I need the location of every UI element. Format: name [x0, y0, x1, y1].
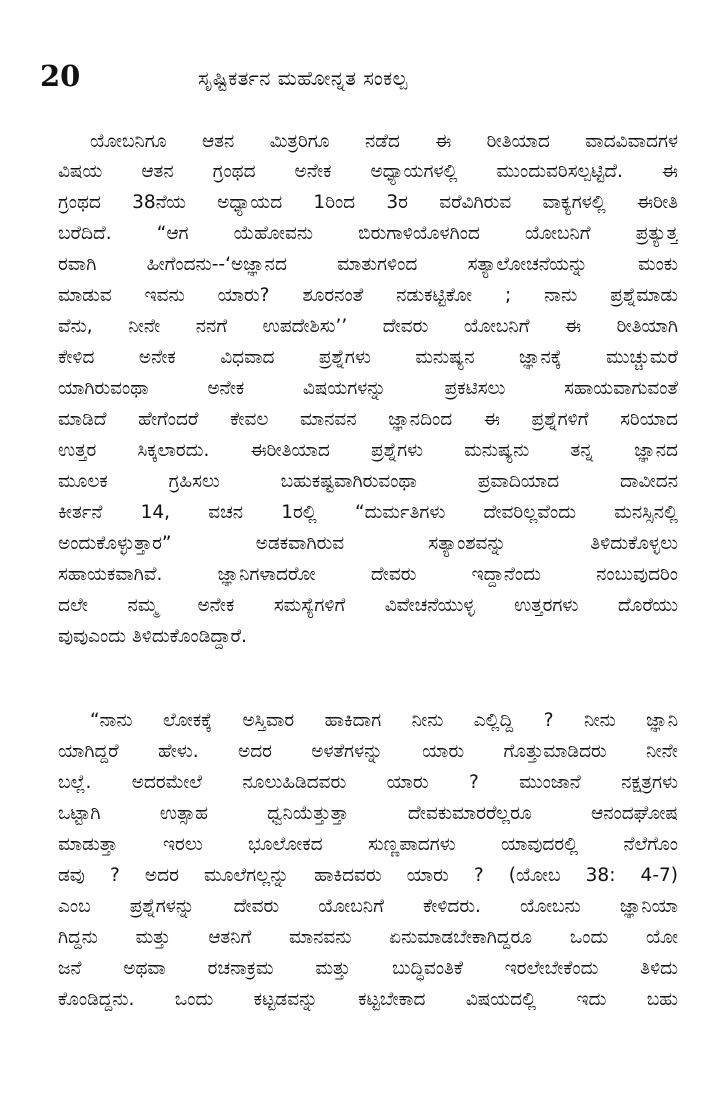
text-line: ಬಲ್ಲೆ. ಅದರಮೇಲೆ ನೂಲುಹಿಡಿದವರು ಯಾರು ? ಮುಂಜಾನೆ ನಕ್ಷತ್ರಗಳು [58, 772, 678, 793]
text-line: ಗ್ರಂಥದ 38ನೆಯ ಅಧ್ಯಾಯದ 1ರಿಂದ 3ರ ವರೆವಿಗಿರುವ ವಾಕ್ಯಗಳಲ್ಲಿ ಈರೀತಿ [58, 192, 678, 213]
text-line: ವೆನು, ನೀನೇ ನನಗೆ ಉಪದೇಶಿಸು’’ ದೇವರು ಯೋಬನಿಗೆ ಈ ರೀತಿಯಾಗಿ [58, 316, 678, 337]
text-line: ಎಂಬ ಪ್ರಶ್ನೆಗಳನ್ನು ದೇವರು ಯೋಬನಿಗೆ ಕೇಳಿದರು. ಯೋಬನು ಜ್ಞಾನಿಯಾ [58, 896, 678, 917]
text-line: ಒಟ್ಟಾಗಿ ಉತ್ಸಾಹ ಧ್ವನಿಯೆತ್ತುತ್ತಾ ದೇವಕುಮಾರರೆಲ್ಲರೂ ಆನಂದಘೋಷ [58, 803, 678, 824]
text-line: ವುವುಎಂದು ತಿಳಿದುಕೊಂಡಿದ್ದಾರೆ. [58, 626, 247, 647]
text-line: ಬರೆದಿದೆ. “ಆಗ ಯೆಹೋವನು ಬಿರುಗಾಳಿಯೊಳಗಿಂದ ಯೋಬನಿಗೆ ಪ್ರತ್ಯುತ್ತ [58, 223, 678, 244]
text-line: ಯೋಬನಿಗೂ ಆತನ ಮಿತ್ರರಿಗೂ ನಡೆದ ಈ ರೀತಿಯಾದ ವಾದವಿವಾದಗಳ [90, 131, 678, 152]
text-line: ಮಾಡಿದೆ ಹೇಗೆಂದರೆ ಕೇವಲ ಮಾನವನ ಜ್ಞಾನದಿಂದ ಈ ಪ್ರಶ್ನೆಗಳಿಗೆ ಸರಿಯಾದ [58, 409, 678, 430]
text-line: ದಲೇ ನಮ್ಮ ಅನೇಕ ಸಮಸ್ಯೆಗಳಿಗೆ ವಿವೇಚನೆಯುಳ್ಳ ಉತ್ತರಗಳು ದೊರೆಯು [58, 595, 678, 616]
page-header [40, 58, 680, 98]
text-line: ಕೇಳಿದ ಅನೇಕ ವಿಧವಾದ ಪ್ರಶ್ನೆಗಳು ಮನುಷ್ಯನ ಜ್ಞಾನಕ್ಕೆ ಮುಚ್ಚುಮರೆ [58, 347, 678, 368]
text-line: ವಿಷಯ ಆತನ ಗ್ರಂಥದ ಅನೇಕ ಅಧ್ಯಾಯಗಳಲ್ಲಿ ಮುಂದುವರಿಸಲ್ಪಟ್ಟಿದೆ. ಈ [58, 161, 678, 182]
text-line: ಯಾಗಿರುವಂಥಾ ಅನೇಕ ವಿಷಯಗಳನ್ನು ಪ್ರಕಟಿಸಲು ಸಹಾಯವಾಗುವಂತೆ [58, 378, 678, 399]
text-line: ಡವು ? ಅದರ ಮೂಲೆಗಲ್ಲನ್ನು ಹಾಕಿದವರು ಯಾರು ? (ಯೋಬ 38: 4-7) [58, 865, 678, 886]
text-line: ರವಾಗಿ ಹೀಗೆಂದನು--‘ಅಜ್ಞಾನದ ಮಾತುಗಳಿಂದ ಸತ್ಯಾಲೋಚನೆಯನ್ನು ಮಂಕು [58, 254, 678, 275]
text-line: ಮಾಡುವ ಇವನು ಯಾರು? ಶೂರನಂತೆ ನಡುಕಟ್ಟಿಕೋ ; ನಾನು ಪ್ರಶ್ನೆಮಾಡು [58, 285, 678, 306]
text-line: ಮೂಲಕ ಗ್ರಹಿಸಲು ಬಹುಕಷ್ಟವಾಗಿರುವಂಥಾ ಪ್ರವಾದಿಯಾದ ದಾವೀದನ [58, 471, 678, 492]
text-line: “ನಾನು ಲೋಕಕ್ಕೆ ಅಸ್ತಿವಾರ ಹಾಕಿದಾಗ ನೀನು ಎಲ್ಲಿದ್ದಿ ? ನೀನು ಜ್ಞಾನಿ [90, 710, 678, 731]
text-line: ಯಾಗಿದ್ದರೆ ಹೇಳು. ಅದರ ಅಳತೆಗಳನ್ನು ಯಾರು ಗೊತ್ತುಮಾಡಿದರು ನೀನೇ [58, 741, 678, 762]
text-line: ಮಾಡುತ್ತಾ ಇರಲು ಭೂಲೋಕದ ಸುಣ್ಣಪಾದಗಳು ಯಾವುದರಲ್ಲಿ ನೆಲೆಗೊಂ [58, 834, 678, 855]
text-line: ಕೊಂಡಿದ್ದನು. ಒಂದು ಕಟ್ಟಡವನ್ನು ಕಟ್ಟಬೇಕಾದ ವಿಷಯದಲ್ಲಿ ಇದು ಬಹು [58, 989, 678, 1010]
text-line: ಅಂದುಕೊಳ್ಳುತ್ತಾರ” ಅಡಕವಾಗಿರುವ ಸತ್ಯಾಂಶವನ್ನು ತಿಳಿದುಕೊಳ್ಳಲು [58, 533, 678, 554]
page-number: 20 [40, 59, 81, 93]
text-line: ಉತ್ತರ ಸಿಕ್ಕಲಾರದು. ಈರೀತಿಯಾದ ಪ್ರಶ್ನೆಗಳು ಮನುಷ್ಯನು ತನ್ನ ಜ್ಞಾನದ [58, 440, 678, 461]
running-title: ಸೃಷ್ಟಿಕರ್ತನ ಮಹೋನ್ನತ ಸಂಕಲ್ಪ [198, 66, 408, 90]
text-line: ಜನೆ ಅಥವಾ ರಚನಾಕ್ರಮ ಮತ್ತು ಬುದ್ಧಿವಂತಿಕೆ ಇರಲೇಬೇಕೆಂದು ತಿಳಿದು [58, 958, 678, 979]
text-line: ಗಿದ್ದನು ಮತ್ತು ಆತನಿಗೆ ಮಾನವನು ಏನುಮಾಡಬೇಕಾಗಿದ್ದರೂ ಒಂದು ಯೋ [58, 927, 678, 948]
text-line: ಕೀರ್ತನೆ 14, ವಚನ 1ರಲ್ಲಿ “ದುರ್ಮತಿಗಳು ದೇವರಿಲ್ಲವೆಂದು ಮನಸ್ಸಿನಲ್ಲಿ [58, 502, 678, 523]
text-line: ಸಹಾಯಕವಾಗಿವೆ. ಜ್ಞಾನಿಗಳಾದರೋ ದೇವರು ಇದ್ದಾನೆಂದು ನಂಬುವುದರಿಂ [58, 564, 678, 585]
